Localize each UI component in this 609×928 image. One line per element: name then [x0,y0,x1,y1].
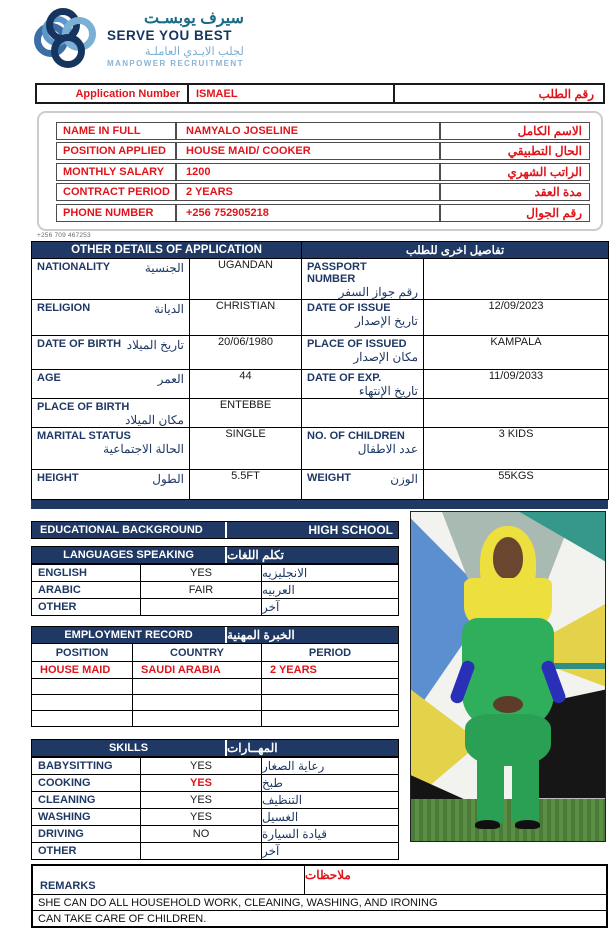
field-label-arabic: مكان الميلاد [125,413,184,427]
skills-title: SKILLS [32,740,227,756]
field-label-arabic: تاريخ الإصدار [354,314,418,328]
field-value: 20/06/1980 [190,336,302,370]
employment-title-arabic: الخبرة المهنية [227,628,295,642]
languages-title: LANGUAGES SPEAKING [32,547,227,563]
language-level: FAIR [140,582,262,598]
other-details-table [31,241,609,500]
field-label-arabic: مكان الإصدار [353,350,418,364]
field-value: +256 752905218 [176,204,440,222]
table-row [32,564,398,581]
table-row [56,122,590,140]
field-value: 12/09/2023 [424,300,609,336]
column-header: PERIOD [308,646,352,659]
field-label: PLACE OF ISSUED [307,338,407,350]
application-number-label: Application Number [37,85,189,102]
field-label-arabic: الطول [152,472,184,486]
field-label: DATE OF BIRTH [37,338,122,350]
remarks-line: CAN TAKE CARE OF CHILDREN. [33,910,606,926]
education-value: HIGH SCHOOL [308,523,393,537]
skill-name-arabic: الغسيل [262,810,299,824]
field-label: PHONE NUMBER [56,204,176,222]
skill-name-arabic: طبخ [262,776,283,790]
logo-arabic-tagline: لجلب الايـدي العاملـة [144,46,244,59]
field-label-arabic: الديانة [153,302,184,316]
skills-table [31,739,399,860]
field-value [424,399,609,428]
personal-info-box [37,111,603,231]
skill-value: YES [140,792,262,808]
column-header: POSITION [55,646,109,659]
field-value: UGANDAN [190,259,302,300]
remarks-line: SHE CAN DO ALL HOUSEHOLD WORK, CLEANING, WASHING, AND IRONING [33,894,606,910]
field-label: CONTRACT PERIOD [56,183,176,201]
field-label-arabic: تاريخ الإنتهاء [358,384,418,398]
cv-document-page [0,8,609,925]
field-value: HOUSE MAID/ COOKER [176,142,440,160]
table-row [32,791,398,808]
field-label-arabic: رقم جواز السفر [338,285,418,299]
employment-country [132,695,262,710]
field-label: POSITION APPLIED [56,142,176,160]
field-label: NAME IN FULL [56,122,176,140]
languages-table [31,546,399,616]
employment-country [132,679,262,694]
employment-position: HOUSE MAID [40,664,111,676]
language-name-arabic: آخر [262,600,280,614]
skill-name-arabic: التنظيف [262,793,303,807]
skill-name: COOKING [38,777,91,789]
application-number-label-arabic: رقم الطلب [393,85,603,102]
field-label-arabic: الجنسية [144,261,184,275]
field-label: HEIGHT [37,472,79,484]
skill-name-arabic: قيادة السيارة [262,827,328,841]
employment-position [32,711,132,726]
skills-title-arabic: المهــارات [227,741,278,755]
skill-name: OTHER [38,845,77,857]
figure-face [493,537,523,579]
field-label-arabic: الراتب الشهري [440,163,590,181]
employment-position [32,695,132,710]
language-level: YES [140,565,262,581]
table-row [32,336,609,370]
column-header-row [32,644,398,661]
language-name: ENGLISH [38,567,87,579]
field-label-arabic: رقم الجوال [440,204,590,222]
skill-name: WASHING [38,811,91,823]
field-value: 2 YEARS [176,183,440,201]
field-value: 11/09/2033 [424,370,609,399]
field-value: SINGLE [190,428,302,470]
skill-value: YES [140,758,262,774]
field-label: MARITAL STATUS [37,430,131,442]
other-details-title-arabic: تفاصيل اخرى للطلب [302,242,609,259]
application-number-value: ISMAEL [196,87,238,100]
employment-country: SAUDI ARABIA [132,662,262,678]
employment-title: EMPLOYMENT RECORD [32,627,227,643]
field-value: 55KGS [424,470,609,500]
field-label: RELIGION [37,302,91,314]
column-header: COUNTRY [132,644,262,661]
education-title: EDUCATIONAL BACKGROUND [32,522,227,538]
language-name-arabic: الانجليزيه [262,566,308,580]
skill-name: BABYSITTING [38,760,113,772]
table-row [32,808,398,825]
table-row [56,204,590,222]
field-label-arabic: عدد الاطفال [357,442,418,456]
field-label: DATE OF EXP. [307,372,382,384]
field-label-arabic: الوزن [390,472,418,486]
table-row [32,581,398,598]
logo-text [107,8,244,69]
employment-position [32,679,132,694]
logo-knot-icon [34,8,98,70]
employment-period [262,695,398,710]
application-number-row [35,83,605,104]
field-label: PASSPORT NUMBER [307,261,367,285]
field-value: 3 KIDS [424,428,609,470]
skill-name-arabic: رعاية الصغار [262,759,325,773]
table-footer-bar [31,500,608,509]
field-label: NO. OF CHILDREN [307,430,405,442]
table-row [56,183,590,201]
field-label: MONTHLY SALARY [56,163,176,181]
educational-background-bar [31,521,399,539]
skill-name: CLEANING [38,794,96,806]
field-value: 5.5FT [190,470,302,500]
logo-english-tagline: MANPOWER RECRUITMENT [107,58,244,68]
field-label: AGE [37,372,61,384]
field-label: NATIONALITY [37,261,111,273]
field-value: CHRISTIAN [190,300,302,336]
language-level [140,599,262,615]
remarks-title: REMARKS [33,866,305,894]
languages-title-arabic: تكلم اللغات [227,548,284,562]
logo-english-name: SERVE YOU BEST [107,27,233,43]
field-label: DATE OF ISSUE [307,302,391,314]
skill-value: NO [140,826,262,842]
table-row [32,694,398,710]
skill-name-arabic: آخر [262,844,280,858]
language-name: ARABIC [38,584,81,596]
language-name: OTHER [38,601,77,613]
employment-country [132,711,262,726]
agency-logo [34,8,609,70]
table-row [32,598,398,615]
field-label-arabic: الاسم الكامل [440,122,590,140]
skill-value: YES [140,809,262,825]
table-row [32,259,609,300]
field-value: 1200 [176,163,440,181]
employment-period: 2 YEARS [270,664,317,676]
table-row [32,300,609,336]
table-row [32,428,609,470]
skills-header [31,739,399,757]
language-name-arabic: العربيه [262,583,295,597]
field-label-arabic: مدة العقد [440,183,590,201]
table-row [32,757,398,774]
table-row [56,163,590,181]
table-row [56,142,590,160]
section-header-row [32,242,609,259]
logo-arabic-name: سيرف يوبسـت [143,10,244,27]
employment-period [262,711,398,726]
employment-record-table [31,626,399,727]
languages-header [31,546,399,564]
field-label-arabic: تاريخ الميلاد [126,338,184,352]
field-value: ENTEBBE [190,399,302,428]
applicant-photo [410,511,606,842]
field-value: NAMYALO JOSELINE [176,122,440,140]
field-label-arabic: العمر [157,372,184,386]
remarks-section [31,864,608,928]
field-value [424,259,609,300]
field-label-arabic: الحالة الاجتماعية [103,442,184,456]
table-row [32,842,398,859]
employment-header [31,626,399,644]
remarks-title-arabic: ملاحظات [305,868,351,882]
footnote-phone: +256 709 467253 [37,232,91,239]
field-label-arabic: الحال التطبيقي [440,142,590,160]
table-row [32,370,609,399]
table-row [32,399,609,428]
table-row [32,774,398,791]
table-row [32,710,398,726]
skill-value: YES [140,775,262,791]
field-value: KAMPALA [424,336,609,370]
field-label: WEIGHT [307,472,351,484]
field-value: 44 [190,370,302,399]
table-row [32,678,398,694]
table-row [32,470,609,500]
field-label: PLACE OF BIRTH [37,401,130,413]
other-details-title: OTHER DETAILS OF APPLICATION [32,242,302,259]
skill-name: DRIVING [38,828,84,840]
table-row [32,825,398,842]
employment-period [262,679,398,694]
table-row [32,661,398,678]
skill-value [140,843,262,859]
